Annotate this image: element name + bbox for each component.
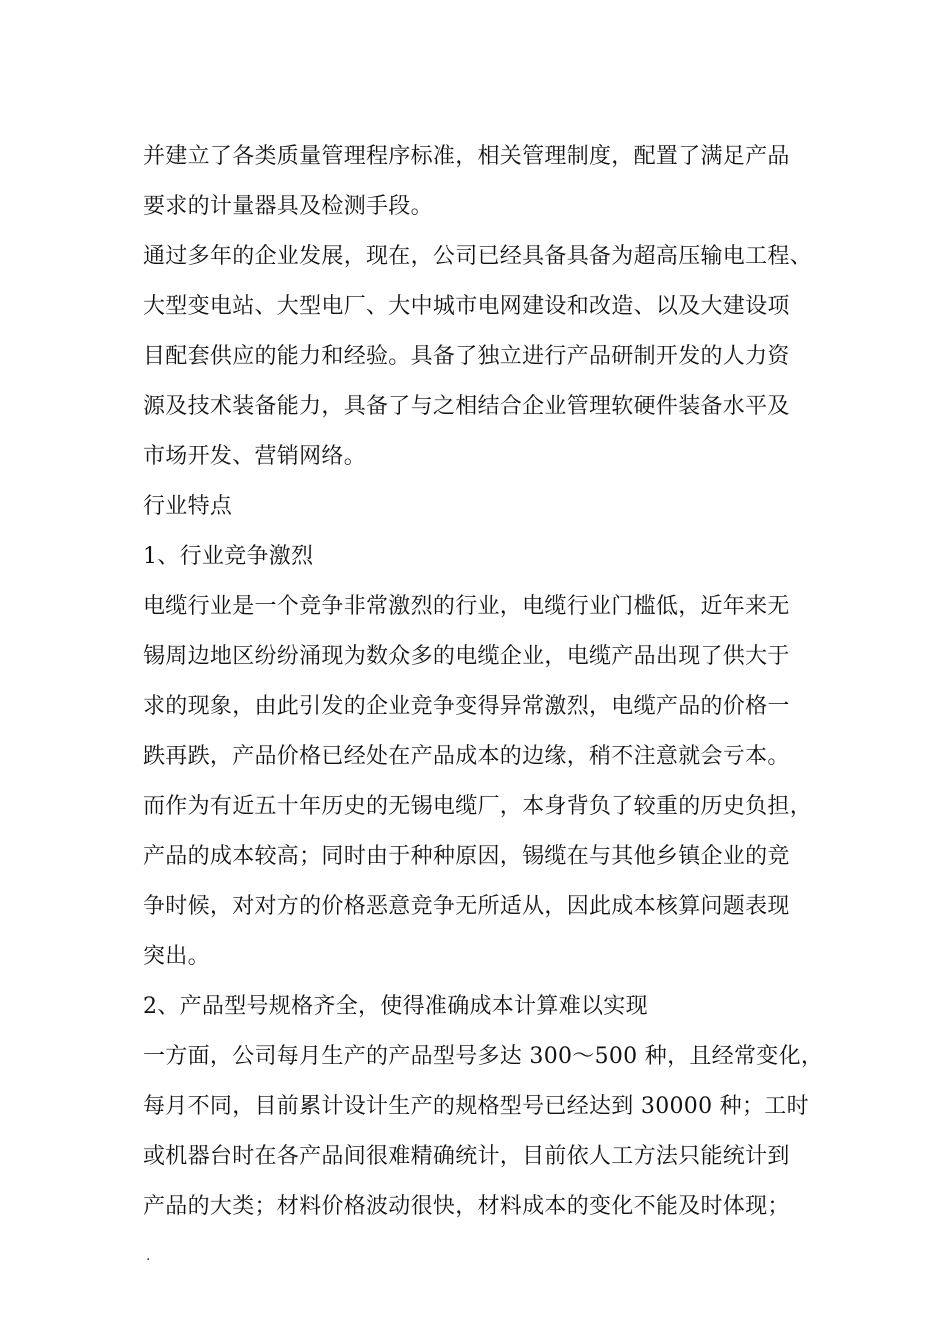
text-line: 目配套供应的能力和经验。具备了独立进行产品研制开发的人力资	[143, 344, 790, 369]
footer-mark: .	[146, 1248, 151, 1264]
text-line: 市场开发、营销网络。	[143, 444, 367, 469]
subsection-heading: 1、行业竞争激烈	[143, 544, 314, 569]
text-line: 突出。	[143, 944, 210, 969]
text-line: 大型变电站、大型电厂、大中城市电网建设和改造、以及大建设项	[143, 294, 790, 319]
text-line: 或机器台时在各产品间很难精确统计，目前依人工方法只能统计到	[143, 1144, 790, 1169]
text-line: 要求的计量器具及检测手段。	[143, 194, 433, 219]
text-line: 争时候，对对方的价格恶意竞争无所适从，因此成本核算问题表现	[143, 894, 790, 919]
text-line: 电缆行业是一个竞争非常激烈的行业，电缆行业门槛低，近年来无	[143, 594, 790, 619]
text-line: 跌再跌，产品价格已经处在产品成本的边缘，稍不注意就会亏本。	[143, 744, 790, 769]
text-line: 并建立了各类质量管理程序标准，相关管理制度，配置了满足产品	[143, 144, 790, 169]
text-line: 每月不同，目前累计设计生产的规格型号已经达到 30000 种；工时	[143, 1094, 809, 1119]
text-line: 一方面，公司每月生产的产品型号多达 300～500 种，且经常变化，	[143, 1044, 824, 1069]
text-line: 求的现象，由此引发的企业竞争变得异常激烈，电缆产品的价格一	[143, 694, 790, 719]
text-line: 源及技术装备能力，具备了与之相结合企业管理软硬件装备水平及	[143, 394, 790, 419]
section-heading: 行业特点	[143, 494, 233, 519]
body-text	[143, 132, 843, 1232]
subsection-heading: 2、产品型号规格齐全，使得准确成本计算难以实现	[143, 994, 648, 1019]
text-line: 产品的大类；材料价格波动很快，材料成本的变化不能及时体现；	[143, 1194, 790, 1219]
text-line: 而作为有近五十年历史的无锡电缆厂，本身背负了较重的历史负担，	[143, 794, 813, 819]
text-line: 锡周边地区纷纷涌现为数众多的电缆企业，电缆产品出现了供大于	[143, 644, 790, 669]
text-line: 通过多年的企业发展，现在，公司已经具备具备为超高压输电工程、	[143, 244, 813, 269]
text-line: 产品的成本较高；同时由于种种原因，锡缆在与其他乡镇企业的竞	[143, 844, 790, 869]
